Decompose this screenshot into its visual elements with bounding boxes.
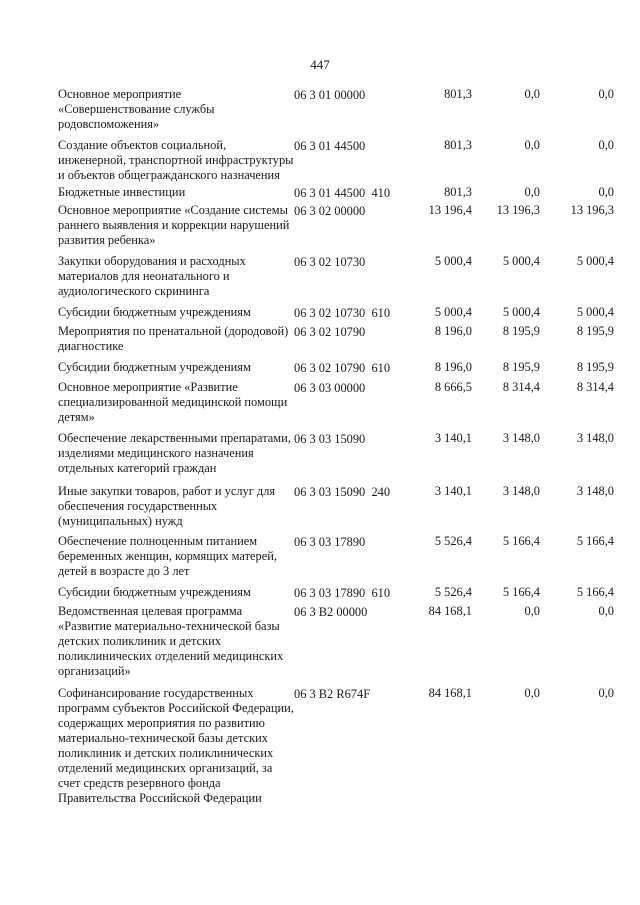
row-code: 06 3 02 10790 610 <box>294 361 391 375</box>
row-value-3: 5 166,4 <box>576 585 614 599</box>
row-code: 06 3 В2 00000 <box>294 605 368 619</box>
table-row <box>58 534 620 579</box>
row-value-2: 13 196,3 <box>496 203 540 217</box>
row-value-1: 5 526,4 <box>434 585 472 599</box>
row-value-1: 801,3 <box>444 87 472 101</box>
row-value-1: 5 000,4 <box>434 254 472 268</box>
row-value-2: 0,0 <box>524 87 540 101</box>
row-code: 06 3 03 15090 <box>294 432 366 446</box>
row-value-3: 0,0 <box>598 87 614 101</box>
row-value-2: 5 000,4 <box>502 254 540 268</box>
row-name: Софинансирование государственных программ субъектов Российской Федерации, содержащих мероприятия по развитию материально-технической базы детских поликлиник и детских поликлинических отделений медицинских организаций, за счет средств резервного фонда Правительства Российской Федерации <box>58 686 294 805</box>
row-value-3: 0,0 <box>598 138 614 152</box>
table-row <box>58 324 620 354</box>
row-value-1: 8 666,5 <box>434 380 472 394</box>
row-value-3: 0,0 <box>598 686 614 700</box>
row-code: 06 3 02 10730 610 <box>294 306 391 320</box>
table-row <box>58 380 620 425</box>
row-code: 06 3 01 44500 410 <box>294 186 391 200</box>
row-name: Основное мероприятие «Совершенствование службы родовспоможения» <box>58 87 215 131</box>
table-row <box>58 585 620 601</box>
row-value-1: 3 140,1 <box>434 431 472 445</box>
table-row <box>58 185 620 201</box>
row-code: 06 3 03 00000 <box>294 381 366 395</box>
row-value-2: 3 148,0 <box>502 484 540 498</box>
row-value-1: 5 000,4 <box>434 305 472 319</box>
row-name: Обеспечение лекарственными препаратами, изделиями медицинского назначения отдельных категорий граждан <box>58 431 291 475</box>
row-value-3: 5 166,4 <box>576 534 614 548</box>
row-code: 06 3 03 17890 <box>294 535 366 549</box>
row-value-3: 8 314,4 <box>576 380 614 394</box>
row-code: 06 3 01 44500 <box>294 139 366 153</box>
row-value-1: 8 196,0 <box>434 324 472 338</box>
row-value-3: 5 000,4 <box>576 254 614 268</box>
row-value-2: 8 314,4 <box>502 380 540 394</box>
row-name: Основное мероприятие «Развитие специализированной медицинской помощи детям» <box>58 380 288 424</box>
row-code: 06 3 03 17890 610 <box>294 586 391 600</box>
row-value-1: 801,3 <box>444 138 472 152</box>
row-value-1: 84 168,1 <box>428 686 472 700</box>
table-row <box>58 484 620 529</box>
row-value-1: 8 196,0 <box>434 360 472 374</box>
row-value-3: 13 196,3 <box>570 203 614 217</box>
row-value-2: 5 166,4 <box>502 585 540 599</box>
row-name: Субсидии бюджетным учреждениям <box>58 360 251 374</box>
row-name: Субсидии бюджетным учреждениям <box>58 585 251 599</box>
row-value-3: 5 000,4 <box>576 305 614 319</box>
row-code: 06 3 02 10730 <box>294 255 366 269</box>
table-row <box>58 203 620 248</box>
row-name: Бюджетные инвестиции <box>58 185 186 199</box>
row-name: Основное мероприятие «Создание системы раннего выявления и коррекции нарушений развития ребенка» <box>58 203 290 247</box>
page-number: 447 <box>310 57 330 72</box>
row-value-2: 3 148,0 <box>502 431 540 445</box>
row-code: 06 3 02 10790 <box>294 325 366 339</box>
budget-table <box>58 87 620 806</box>
row-value-2: 5 000,4 <box>502 305 540 319</box>
table-row <box>58 254 620 299</box>
row-value-3: 0,0 <box>598 185 614 199</box>
row-value-2: 0,0 <box>524 185 540 199</box>
row-value-1: 3 140,1 <box>434 484 472 498</box>
row-value-2: 0,0 <box>524 604 540 618</box>
row-name: Иные закупки товаров, работ и услуг для обеспечения государственных (муниципальных) нужд <box>58 484 276 528</box>
row-name: Создание объектов социальной, инженерной, транспортной инфраструктуры и объектов общегражданского назначения <box>58 138 294 182</box>
table-row <box>58 87 620 132</box>
row-code: 06 3 01 00000 <box>294 88 366 102</box>
row-value-2: 5 166,4 <box>502 534 540 548</box>
row-value-3: 3 148,0 <box>576 484 614 498</box>
row-value-3: 0,0 <box>598 604 614 618</box>
row-code: 06 3 В2 R674F <box>294 687 371 701</box>
row-value-2: 0,0 <box>524 138 540 152</box>
row-value-2: 0,0 <box>524 686 540 700</box>
row-value-3: 8 195,9 <box>576 360 614 374</box>
row-value-3: 8 195,9 <box>576 324 614 338</box>
table-row <box>58 138 620 183</box>
row-code: 06 3 03 15090 240 <box>294 485 391 499</box>
row-code: 06 3 02 00000 <box>294 204 366 218</box>
row-name: Субсидии бюджетным учреждениям <box>58 305 251 319</box>
row-value-1: 13 196,4 <box>428 203 472 217</box>
row-name: Закупки оборудования и расходных материалов для неонатального и аудиологического скрининга <box>58 254 246 298</box>
table-row <box>58 360 620 376</box>
row-name: Мероприятия по пренатальной (дородовой) диагностике <box>58 324 289 353</box>
table-row <box>58 604 620 679</box>
table-row <box>58 305 620 321</box>
table-row <box>58 431 620 476</box>
row-value-2: 8 195,9 <box>502 360 540 374</box>
table-row <box>58 686 620 806</box>
row-value-1: 801,3 <box>444 185 472 199</box>
row-value-1: 5 526,4 <box>434 534 472 548</box>
row-name: Ведомственная целевая программа «Развитие материально-технической базы детских поликлиник и детских поликлинических отделений медицинских организаций» <box>58 604 284 678</box>
row-value-3: 3 148,0 <box>576 431 614 445</box>
row-value-2: 8 195,9 <box>502 324 540 338</box>
row-value-1: 84 168,1 <box>428 604 472 618</box>
row-name: Обеспечение полноценным питанием беременных женщин, кормящих матерей, детей в возрасте до 3 лет <box>58 534 277 578</box>
